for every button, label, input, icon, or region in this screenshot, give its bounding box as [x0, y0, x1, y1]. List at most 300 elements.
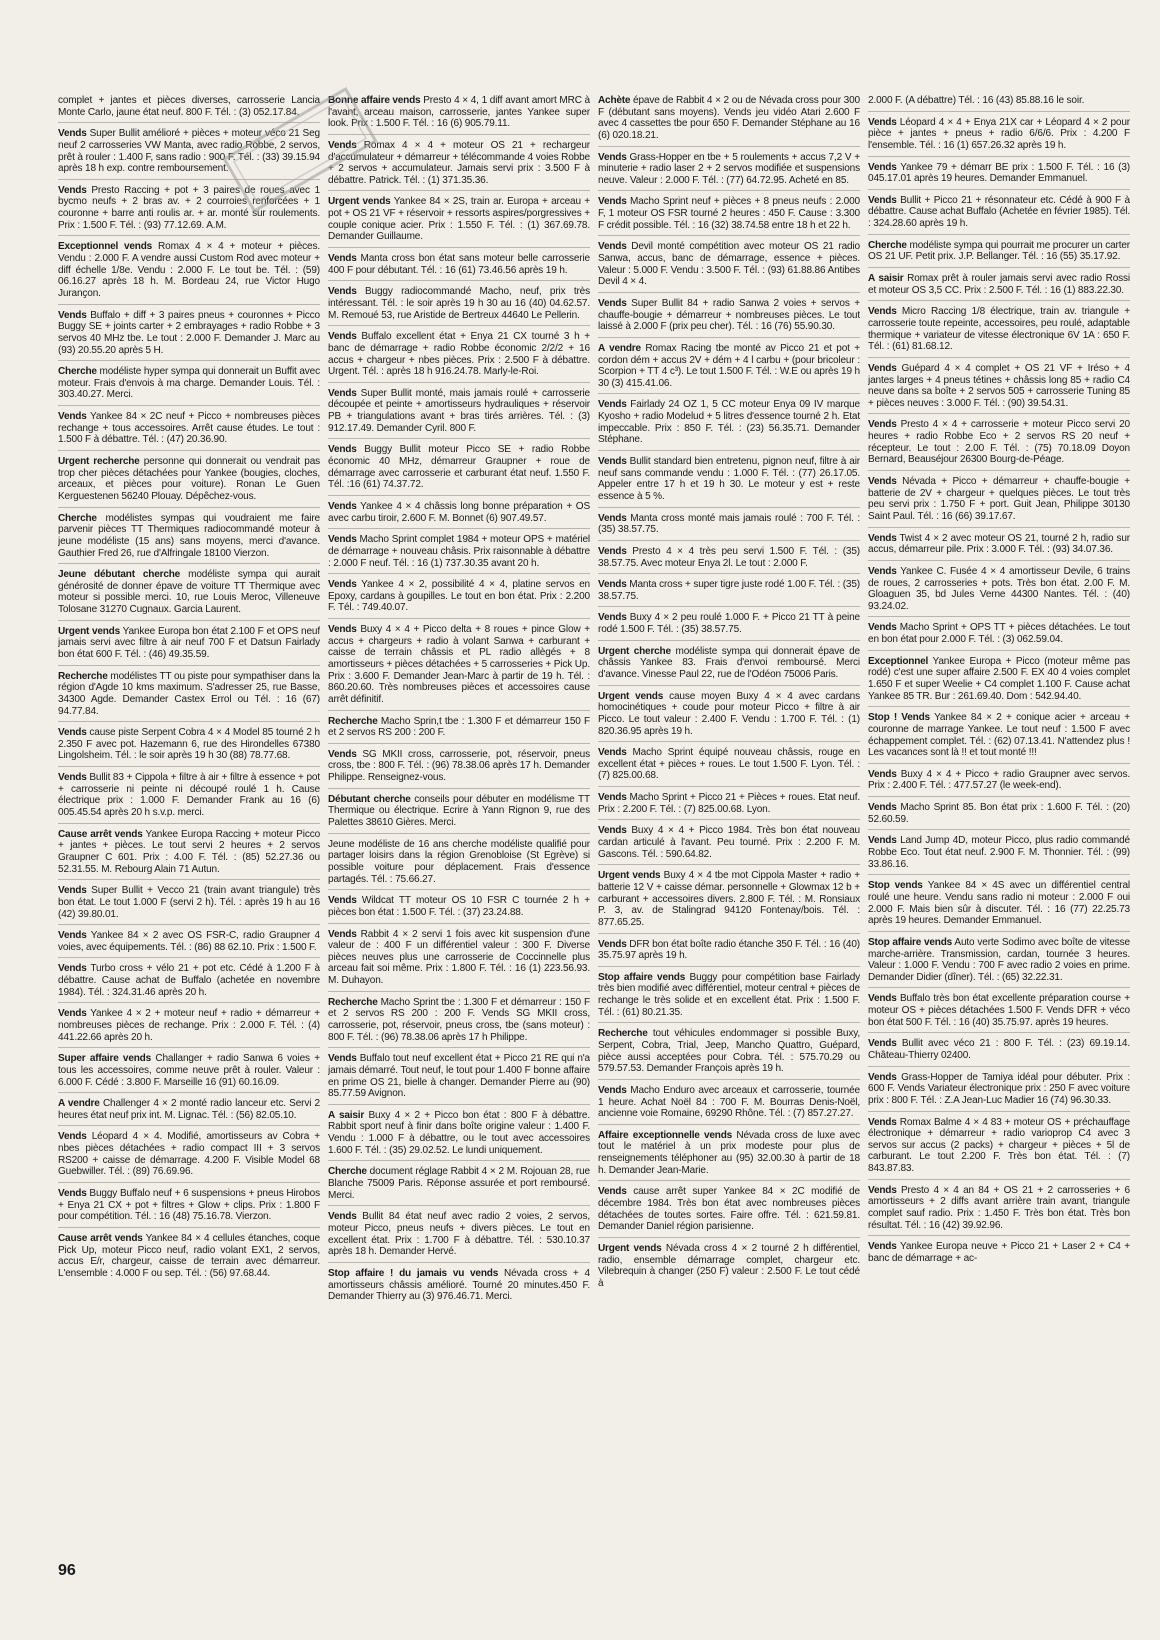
classified-ad [58, 1098, 320, 1126]
ad-text: Auto verte Sodimo avec boîte de vitesse marche-arrière. Transmission, cardan, tournée 3 heures. Valeur : 1.000 F. Vendu : 700 F avec radio 2 voies en prime. Demander Didier (dîner). Tél. : (65) 32.22.31. [868, 936, 1130, 983]
classified-ad [868, 476, 1130, 528]
ad-lead: Cherche [58, 512, 97, 524]
classified-ad [328, 1268, 590, 1307]
ad-lead: Urgent recherche [58, 456, 140, 468]
classified-ad [328, 253, 590, 281]
ad-text: Yankee Europa Raccing + moteur Picco + jantes + pièces. Le tout servi 2 heures + 2 servos Graupner C 601. Prix : 4.00 F. Tél. : (85) 52.27.36 ou 52.31.55. M. Rebourg Alain 71 Autun. [58, 828, 320, 875]
ad-text: Yankee 84 × 2S, train ar. Europa + arceau + pot + OS 21 VF + réservoir + ressorts aspires/porgressives + couple conique acier. Prix : 1.550 F. Tél. : (1) 367.69.78. Demander Guillaume. [328, 196, 590, 243]
ad-lead: Jeune débutant cherche [58, 569, 181, 581]
ad-text: document réglage Rabbit 4 × 2 M. Rojouan 28, rue Blanche 75009 Paris. Réponse assurée et port remboursé. Merci. [328, 1166, 590, 1201]
classified-ad [58, 456, 320, 508]
ad-lead: Vends [328, 579, 357, 591]
ad-text: Buggy Buffalo neuf + 6 suspensions + pneus Hirobos + Enya 21 CX + pot + filtres + Glow + clips. Prix : 1.800 F pour compétition. Tél. : 16 (48) 75.16.78. Vierzon. [58, 1188, 320, 1223]
classified-ad [598, 612, 860, 640]
ad-text: Buggy radiocommandé Macho, neuf, prix très intéressant. Tél. : le soir après 19 h 30 au 16 (40) 04.62.57. M. Remoué 53, rue Aristide de Bertreux 44640 Le Pellerin. [328, 286, 590, 321]
classified-ad [58, 1008, 320, 1048]
ad-lead: Cause arrêt vends [58, 828, 143, 840]
ad-text: Buxy 4 × 2 + Picco bon état : 800 F à débattre. Rabbit sport neuf à finir dans boîte origine valeur : 1.400 F. Vendu : 1.000 F à débattre, ou le tout avec accessoires 1.600 F. Tél. : (35) 29.02.52. Le lundi uniquement. [328, 1109, 590, 1156]
classified-ad [868, 937, 1130, 989]
ad-lead: Exceptionnel [868, 655, 929, 667]
ad-lead: Vends [868, 161, 897, 173]
classified-ad [58, 671, 320, 723]
ad-lead: Vends [598, 297, 627, 309]
ad-lead: Vends [868, 802, 897, 814]
classified-ad [58, 1053, 320, 1093]
ad-lead: Vends [868, 993, 897, 1005]
classified-ad [598, 95, 860, 147]
classified-ad [868, 1241, 1130, 1268]
ad-text: Manta cross bon état sans moteur belle carrosserie 400 F pour débutant. Tél. : 16 (61) 73.46.56 après 19 h. [328, 253, 590, 276]
classified-ad [328, 929, 590, 992]
ad-text: modéliste sympa qui pourrait me procurer un carter OS 21 UF. Petit prix. J.P. Bellanger. Tél. : 16 (55) 35.17.92. [868, 239, 1130, 263]
ad-text: Macho Enduro avec arceaux et carrosserie, tournée 1 heure. Achat Noël 84 : 700 F. M. Bourras Denis-Noël, ancienne voie Romaine, 69290 Rhône. Tél. : (7) 857.27.27. [598, 1084, 860, 1120]
classified-ad [328, 95, 590, 135]
ad-text: Macho Sprint équipé nouveau châssis, rouge en excellent état + pièces + roues. Le tout 1.500 F. Lyon. Tél. : (7) 825.00.68. [598, 747, 860, 782]
ad-text: Macho Sprin,t tbe : 1.300 F et démarreur 150 F et 2 servos RS 200 : 200 F. [328, 715, 590, 739]
classified-ad [328, 1110, 590, 1162]
ad-lead: Vends [328, 286, 357, 298]
ad-lead: Vends [328, 331, 357, 343]
classified-ad [58, 963, 320, 1003]
classified-ad [868, 566, 1130, 618]
ad-lead: Cherche [328, 1166, 367, 1178]
ad-text: Micro Raccing 1/8 électrique, train av. triangule + carrosserie toute repeinte, accessoires, peu roulé, adaptable thermique + variateur de vitesse électronique 6V 1A : 650 F. Tél. : (61) 81.68.12. [868, 306, 1130, 353]
classified-ad [598, 196, 860, 236]
classified-ad [58, 366, 320, 406]
classified-ad [598, 1028, 860, 1080]
classified-ad [58, 885, 320, 925]
ad-text: Névada cross de luxe avec tout le matériel à un prix modeste pour plus de renseignements téléphoner au (95) 32.00.30 à partir de 18 h. Demander Jean-Marie. [598, 1129, 860, 1176]
ad-lead: Vends [868, 419, 897, 431]
ad-lead: Urgent vends [58, 625, 121, 637]
ad-text: Léopard 4 × 4. Modifié, amortisseurs av Cobra + nbes pièces détachées + radio compact III + 3 servos RS200 + caisse de démarrage. 4.200 F. Visible Model 68 Guebwiller. Tél. : (89) 76.69.96. [58, 1131, 320, 1178]
ad-text: Romax prêt à rouler jamais servi avec radio Rossi et moteur OS 3,5 CC. Prix : 2.500 F. Tél. : 16 (1) 883.22.30. [868, 273, 1130, 296]
classified-ad [868, 419, 1130, 471]
ad-lead: Vends [328, 624, 357, 636]
ad-text: Bullit + Picco 21 + résonnateur etc. Cédé à 900 F à débattre. Cause achat Buffalo (Achetée en février 1985). Tél. : 324.28.60 après 19 h. [868, 194, 1130, 230]
ad-lead: Recherche [58, 670, 108, 682]
classified-ad [598, 1243, 860, 1294]
classified-ad [58, 411, 320, 451]
ad-column-1 [58, 95, 320, 1565]
ad-text: cause piste Serpent Cobra 4 × 4 Model 85 tourné 2 h 2.350 F avec pot. Hazemann 6, rue des Hirondelles 67380 Lingolsheim. Tél. : le soir après 19 h 30 (88) 78.77.68. [58, 727, 320, 762]
ad-lead: Vends [58, 184, 87, 196]
ad-text: modéliste sympa qui aurait générosité de donner épave de voiture TT Thermique avec moteur si possible merci. 10, rue Louis Meroc, Villeneuve Tolosane 31270 Cugnaux. Garcia Laurent. [58, 569, 320, 616]
classified-ad [868, 95, 1130, 112]
ad-lead: Urgent vends [598, 690, 664, 702]
ad-text: Léopard 4 × 4 + Enya 21X car + Léopard 4 × 2 pour pièce + jantes + pneus + radio 6/6/6. Prix : 4.200 F l'ensemble. Tél. : 16 (1) 657.26.32 après 19 h. [868, 116, 1130, 151]
ad-column-2 [328, 95, 590, 1565]
ad-lead: Achète [598, 95, 631, 106]
ad-text: Super Bullit amélioré + pièces + moteur véco 21 Seg neuf 2 carrosseries VW Manta, avec radio Robbe, 2 servos, prêt à rouler : 1.400 F, sans radio : 900 F. Tél. : (33) 39.15.94 après 18 h exp. contre remboursement. [58, 128, 320, 175]
classified-ad [868, 1072, 1130, 1112]
classified-ad [58, 1188, 320, 1228]
ad-lead: Vends [598, 196, 627, 208]
ad-text: Yankee 4 × 2, possibilité 4 × 4, platine servos en Epoxy, cardans à goupilles. Le tout en bon état. Prix : 2.200 F. Tél. : 749.40.07. [328, 579, 590, 614]
ad-lead: Recherche [328, 996, 378, 1008]
page-number: 96 [58, 1562, 76, 1579]
ad-lead: Stop vends [868, 880, 923, 892]
classified-ad [868, 712, 1130, 764]
ad-text: Buxy 4 × 2 peu roulé 1.000 F. + Picco 21 TT à peine rodé 1.500 F. Tél. : (35) 38.57.75. [598, 612, 860, 636]
ad-lead: Vends [598, 512, 627, 524]
ad-text: Yankee 84 × 2C neuf + Picco + nombreuses pièces rechange + tous accessoires. Arrêt cause études. Le tout : 1.500 F à débattre. Tél. : (47) 20.36.90. [58, 411, 320, 446]
classified-ad [598, 1130, 860, 1182]
ad-lead: Vends [58, 1008, 87, 1020]
ad-lead: Vends [868, 1116, 897, 1128]
ad-text: tout véhicules endommager si possible Buxy, Serpent, Cobra, Trial, Jeep, Mancho Quattro, Guépard, pièce aussi acceptées pour Cobra. Tél. : 575.70.29 ou 579.57.53. Demander François après 19 h. [598, 1028, 860, 1075]
ad-lead: Super affaire vends [58, 1053, 151, 1065]
ad-lead: Vends [868, 194, 897, 206]
ad-lead: Vends [328, 1211, 357, 1223]
classified-ad [598, 399, 860, 451]
classified-ad [598, 972, 860, 1024]
ad-lead: Vends [328, 748, 357, 760]
ad-text: Turbo cross + vélo 21 + pot etc. Cédé à 1.200 F à débattre. Cause achat de Buffalo (achetée en novembre 1984). Tél. : 324.31.46 après 20 h. [58, 963, 320, 998]
classified-ad [328, 794, 590, 834]
classified-ad [868, 363, 1130, 415]
ad-text: personne qui donnerait ou vendrait pas trop cher pièces détachées pour Yankee (bougies, cloches, arceaux, et pièces pour voiture). Ronan Le Guen Kerguestenen 56240 Plouay. Dépêchez-vous. [58, 456, 320, 502]
ad-text: cause arrêt super Yankee 84 × 2C modifié de décembre 1984. Très bon état avec nombreuses pièces détachées de toutes sortes. Faire offre. Tél. : 621.59.81. Demander Daniel région parisienne. [598, 1186, 860, 1233]
ad-lead: Cherche [868, 239, 907, 251]
classified-ad [598, 152, 860, 192]
classified-ad [598, 298, 860, 338]
ad-lead: Vends [598, 399, 627, 411]
ad-text: Challanger + radio Sanwa 6 voies + tous les accessoires, comme neuve prêt à rouler. Valeur : 6.000 F. Cédé : 3.800 F. Marseille 16 (91) 60.16.09. [58, 1053, 320, 1088]
classified-ad [598, 343, 860, 395]
ad-lead: Vends [868, 1038, 897, 1050]
classified-ad [868, 880, 1130, 932]
ad-text: Macho Sprint complet 1984 + moteur OPS + matériel de démarrage + nouveau châsis. Prix raisonnable à débattre : 2.000 F neuf. Tél. : 16 (1) 737.30.35 avant 20 h. [328, 534, 590, 569]
classified-ad [328, 196, 590, 248]
ad-text: Buggy Bullit moteur Picco SE + radio Robbe économic 40 MHz, démarreur Graupner + roue de démarrage avec carrosserie et carburant état neuf. 1.550 F. Tél. :16 (61) 74.37.72. [328, 444, 590, 491]
ad-text: Macho Sprint 85. Bon état prix : 1.600 F. Tél. : (20) 52.60.59. [868, 802, 1130, 825]
ad-text: Névada + Picco + démarreur + chauffe-bougie + batterie de 2V + chargeur + quelques pièces. Le tout très peu servi prix : 1.750 F + port. Guit Jean, Philippe 30130 Saint Paul. Tél. : 16 (66) 39.17.67. [868, 476, 1130, 522]
classified-ad [58, 95, 320, 123]
ad-text: Macho Sprint tbe : 1.300 F et démarreur : 150 F et 2 servos RS 200 : 200 F. Vends SG MKII cross, carrosserie, pot, réservoir, pneus cross, tbe (sans moteur) : 800 F. Tél. : (96) 78.38.06 après 17 h Philippe. [328, 996, 590, 1043]
classified-ad [598, 1085, 860, 1125]
ad-text: Romax 4 × 4 + moteur + pièces. Vendu : 2.000 F. A vendre aussi Custom Rod avec moteur + diff échelle 1/8e. Vendu : 2.000 F. Le tout be. Tél. : (59) 06.16.27 après 18 h. M. Bordeau 24, rue Victor Hugo Juranҫon. [58, 241, 320, 299]
classified-ad [58, 310, 320, 362]
classified-ad [328, 140, 590, 192]
classified-ad [328, 388, 590, 440]
ad-text: 2.000 F. (A débattre) Tél. : 16 (43) 85.88.16 le soir. [868, 95, 1085, 106]
ad-lead: Urgent vends [598, 1242, 662, 1254]
classified-ad [328, 997, 590, 1049]
ad-text: Yankee 84 × 2 + conique acier + arceau + couronne de marrage Yankee. Le tout neuf : 1.500 F avec échappement complet. Tél. : (62) 07.13.41. N'attendez plus ! Les vacances sont là !! et tout monté !!! [868, 712, 1130, 759]
ad-text: Jeune modéliste de 16 ans cherche modéliste qualifié pour partager loisirs dans la région Grenobloise (St Egrève) si possible voiture pour déplacement. Frais d'essence partagés. Tél. : 75.66.27. [328, 838, 590, 885]
ad-lead: Débutant cherche [328, 793, 411, 805]
ad-text: modélistes sympas qui voudraient me faire parvenir pièces TT Thermiques radiocommandé moteur à jeune modéliste (15 ans) sans moyens, merci d'avance. Gauthier Fred 26, rue d'Alfringale 18100 Vierzon. [58, 512, 320, 559]
classified-ad [598, 792, 860, 820]
classified-ad [598, 747, 860, 787]
classified-ad [328, 749, 590, 789]
ad-text: Manta cross + super tigre juste rodé 1.00 F. Tél. : (35) 38.57.75. [598, 579, 860, 602]
classified-ad [598, 825, 860, 865]
ad-text: Rabbit 4 × 2 servi 1 fois avec kit suspension d'une valeur de : 400 F un différentiel valeur : 300 F. Diverse pièces neuves plus une carrosserie de Coccinnelle plus arceau fait soi même. Prix : 1.800 F. Tél. : 16 (1) 223.56.93. M. Duhayon. [328, 928, 590, 987]
ad-lead: Vends [58, 772, 87, 784]
ad-text: modélistes TT ou piste pour sympathiser dans la région d'Agde 10 kms maximum. S'adresser 25, rue Basse, 34300 Agde. Demander Castex Errol ou Tél. : 16 (67) 94.77.84. [58, 670, 320, 717]
ad-text: DFR bon état boîte radio étanche 350 F. Tél. : 16 (40) 35.75.97 après 19 h. [598, 938, 860, 962]
classified-ad [868, 273, 1130, 301]
ad-lead: Vends [58, 411, 87, 423]
ad-lead: Stop affaire ! du jamais vu vends [328, 1267, 499, 1279]
classified-ad [598, 1186, 860, 1238]
ad-text: Manta cross monté mais jamais roulé : 700 F. Tél. : (35) 38.57.75. [598, 512, 860, 536]
ad-text: SG MKII cross, carrosserie, pot, réservoir, pneus cross, tbe : 800 F. Tél. : (96) 78.38.06 après 17 h. Demander Philippe. Renseignez-vous. [328, 748, 590, 784]
classified-ad [868, 769, 1130, 797]
classified-ad [58, 772, 320, 824]
ad-lead: Recherche [328, 715, 378, 727]
ad-text: modéliste sympa qui donnerait épave de châssis Yankee 83. Frais d'envoi remboursé. Merci d'avance. Vinesse Paul 22, rue de l'Odéon 75006 Paris. [598, 645, 860, 680]
ad-lead: Vends [868, 835, 897, 847]
ad-text: Challenger 4 × 2 monté radio lanceur etc. Servi 2 heures état neuf prix int. M. Lignac. Tél. : (56) 82.05.10. [58, 1098, 320, 1121]
classified-ad [868, 835, 1130, 875]
ad-lead: Vends [868, 768, 897, 780]
classified-ads-columns [58, 95, 1130, 1565]
ad-lead: Vends [868, 1184, 897, 1196]
ad-lead: Vends [868, 306, 897, 318]
classified-ad [868, 993, 1130, 1033]
ad-text: Fairlady 24 OZ 1, 5 CC moteur Enya 09 IV marque Kyosho + radio Modelud + 5 litres d'essence tourné 2 h. Etat impeccable. Prix : 850 F. Tél. : (23) 56.35.71. Demander Stéphane. [598, 399, 860, 446]
ad-lead: Affaire exceptionnelle vends [598, 1129, 733, 1141]
ad-text: Super Bullit 84 + radio Sanwa 2 voies + servos + chauffe-bougie + démarreur + nombreuses pièces. Le tout laissé à 2.000 F (prix peu cher). Tél. : 16 (76) 55.90.30. [598, 297, 860, 333]
classified-ad [868, 656, 1130, 708]
ad-lead: Vends [58, 727, 87, 739]
classified-ad [598, 456, 860, 508]
classified-ad [328, 1211, 590, 1263]
classified-ad [598, 546, 860, 574]
ad-text: Super Bullit monté, mais jamais roulé + carrosserie découpée et peinte + amortisseurs hydrauliques + réservoir PB + triangulations avant + bras tirés arrières. Tél. : (3) 912.17.49. Demander Cyril. 800 F. [328, 387, 590, 434]
ad-lead: A vendre [598, 342, 641, 354]
ad-lead: Vends [598, 825, 627, 837]
ad-column-4 [868, 95, 1130, 1565]
ad-text: Buggy pour compétition base Fairlady très bien modifié avec différentiel, moteur central + pièces de rechange le très solide et en excellent état. Prix : 1.500 F. Tél. : (61) 80.21.35. [598, 971, 860, 1018]
classified-ad [598, 579, 860, 607]
classified-ad [328, 895, 590, 923]
ad-text: Névada cross 4 × 2 tourné 2 h différentiel, radio, ensemble démarrage complet, chargeur etc. Vilebrequin à changer (250 F) valeur : 2.500 F. Le tout cédé à [598, 1242, 860, 1289]
ad-text: modéliste hyper sympa qui donnerait un Buffit avec moteur. Frais d'envois à ma charge. Demander Louis. Tél. : 303.40.27. Merci. [58, 366, 320, 401]
ad-text: Romax Balme 4 × 4 83 + moteur OS + préchauffage électronique + démarreur + radio varioprop C4 avec 3 servos sur accus (2 packs) + chargeur + pièces + 5l de carburant. Le tout 2.200 F. Très bon état. Tél. : (7) 843.87.83. [868, 1116, 1130, 1175]
classified-ad [58, 626, 320, 666]
ad-lead: Vends [328, 534, 357, 546]
ad-lead: Vends [868, 362, 897, 374]
ad-lead: Vends [598, 938, 627, 950]
ad-lead: Vends [868, 116, 897, 128]
ad-lead: Vends [328, 387, 357, 399]
ad-text: Bullit standard bien entretenu, pignon neuf, filtre à air neuf sans commande vendu : 1.000 F. Tél. : (77) 26.17.05. Appeler entre 17 h et 19 h 30. Le moteur y est + reste essence à 5 %. [598, 456, 860, 502]
ad-text: Yankee 4 × 2 + moteur neuf + radio + démarreur + nombreuses pièces de rechange. Prix : 2.000 F. Tél. : (4) 441.22.66 après 20 h. [58, 1008, 320, 1043]
ad-text: cause moyen Buxy 4 × 4 avec cardans homocinétiques + coude pour moteur Picco + filtre à air Picco. Le tout valeur : 2.400 F. Vendu : 1.700 F. Tél. : (1) 820.36.95 après 19 h. [598, 690, 860, 737]
ad-lead: Vends [868, 565, 897, 577]
classified-ad [868, 162, 1130, 190]
classified-ad [598, 691, 860, 743]
classified-ad [868, 1038, 1130, 1066]
ad-text: Yankee C. Fusée 4 × 4 amortisseur Devile, 6 trains de roues, 2 carrosseries + pots. Très bon état. 2.00 F. M. Gloaguen 35, bd Jules Verne 44300 Nantes. Tél. : (40) 93.24.02. [868, 565, 1130, 612]
ad-text: Wildcat TT moteur OS 10 FSR C tournée 2 h + pièces bon état : 1.500 F. Tél. : (37) 23.24.88. [328, 895, 590, 918]
ad-lead: Vends [868, 1241, 897, 1253]
ad-text: Yankee Europa neuve + Picco 21 + Laser 2 + C4 + banc de démarrage + ac- [868, 1241, 1130, 1264]
ad-lead: Vends [58, 309, 87, 321]
ad-lead: Urgent vends [598, 870, 661, 882]
ad-lead: Urgent vends [328, 196, 391, 208]
ad-lead: Vends [328, 895, 357, 907]
classified-ad [868, 306, 1130, 358]
classified-ad [328, 716, 590, 744]
ad-lead: Vends [598, 1084, 627, 1096]
ad-lead: Vends [58, 128, 87, 140]
classified-ad [598, 870, 860, 933]
ad-lead: Vends [328, 253, 357, 265]
ad-lead: Bonne affaire vends [328, 95, 421, 106]
ad-text: Presto 4 × 4 très peu servi 1.500 F. Tél. : (35) 38.57.75. Avec moteur Enya 2l. Le tout : 2.000 F. [598, 545, 860, 569]
classified-ad [868, 1185, 1130, 1237]
ad-text: Yankee 79 + démarr BE prix : 1.500 F. Tél. : 16 (3) 045.17.01 après 19 heures. Demander Emmanuel. [868, 161, 1130, 185]
classified-ad [58, 241, 320, 304]
ad-text: Grass-Hopper de Tamiya idéal pour débuter. Prix : 600 F. Vends Variateur électronique prix : 250 F avec voiture prix : 800 F. Tél. : Z.A Jean-Luc Madier 16 (74) 96.30.33. [868, 1071, 1130, 1106]
ad-lead: Vends [328, 444, 357, 456]
ad-text: Yankee Europa bon état 2.100 F et OPS neuf jamais servi avec filtre à air neuf 700 F et Datsun Fairlady bon état 600 F. Tél. : (46) 49.35.59. [58, 625, 320, 660]
ad-lead: Vends [598, 456, 627, 468]
classified-ad [868, 195, 1130, 235]
ad-text: Bullit 84 état neuf avec radio 2 voies, 2 servos, moteur Picco, pneus neufs + divers pièces. Le tout en excellent état. Prix : 1.700 F à débattre. Tél. : 530.10.37 après 18 h. Demander Hervé. [328, 1211, 590, 1258]
ad-lead: Exceptionnel vends [58, 241, 153, 253]
classified-ad [598, 513, 860, 541]
ad-lead: Vends [58, 930, 87, 942]
classified-ad [598, 646, 860, 686]
ad-lead: Vends [598, 241, 627, 253]
ad-text: Twist 4 × 2 avec moteur OS 21, tourné 2 h, radio sur accus, démarreur pile. Prix : 3.000 F. Tél. : (93) 34.07.36. [868, 532, 1130, 556]
ad-lead: Urgent cherche [598, 645, 671, 657]
ad-lead: Vends [868, 476, 897, 488]
ad-lead: A saisir [328, 1109, 365, 1121]
classified-ad [328, 624, 590, 710]
ad-lead: Vends [598, 747, 627, 759]
classified-ad [868, 802, 1130, 830]
classified-ad [58, 185, 320, 237]
ad-lead: Vends [58, 1131, 87, 1143]
ad-lead: Vends [58, 1188, 87, 1200]
ad-text: Buxy 4 × 4 + Picco + radio Graupner avec servos. Prix : 2.400 F. Tél. : 477.57.27 (le week-end). [868, 768, 1130, 792]
ad-lead: Vends [598, 612, 627, 624]
ad-text: Bullit 83 + Cippola + filtre à air + filtre à essence + pot + carrosserie ni peinte ni découpé roulé 1 h. Cause électrique prix : 1.000 F. Demander Frank au 16 (6) 005.45.54 après 20 h s.v.p. merci. [58, 772, 320, 819]
ad-text: Buffalo très bon état excellente préparation course + moteur OS + pièces détachées 1.500 F. Vends DFR + véco bon état 500 F. Tél. : 16 (40) 35.75.97. après 19 heures. [868, 993, 1130, 1028]
ad-text: épave de Rabbit 4 × 2 ou de Névada cross pour 300 F (débutant sans moyens). Vends jeu vidéo Atari 2.600 F avec 4 cassettes tbe pour 650 F. Demander Stéphane au 16 (6) 020.18.21. [598, 95, 860, 141]
ad-text: complet + jantes et pièces diverses, carrosserie Lancia Monte Carlo, jaune état neuf. 800 F. Tél. : (3) 052.17.84. [58, 95, 320, 118]
classified-ad [868, 622, 1130, 650]
ad-text: Macho Sprint + Picco 21 + Pièces + roues. Etat neuf. Prix : 2.200 F. Tél. : (7) 825.00.68. Lyon. [598, 792, 860, 815]
ad-text: Buffalo excellent état + Enya 21 CX tourné 3 h + banc de démarrage + radio Robbe économic 2/2/2 + 16 accus + chargeur + nbes pièces. Prix : 2.500 F à débattre. Urgent. Tél. : après 18 h 916.24.78. Marly-le-Roi. [328, 331, 590, 378]
classified-ad [868, 1117, 1130, 1180]
ad-text: Névada cross + 4 amortisseurs châssis amélioré. Tourné 20 minutes.450 F. Demander Thierry au (3) 976.46.71. Merci. [328, 1267, 590, 1303]
classified-ad [328, 839, 590, 891]
ad-lead: Vends [868, 1071, 897, 1083]
classified-ad [328, 331, 590, 383]
ad-lead: Vends [328, 928, 357, 940]
ad-lead: Vends [868, 532, 897, 544]
ad-text: Bullit avec véco 21 : 800 F. Tél. : (23) 69.19.14. Château-Thierry 02400. [868, 1038, 1130, 1061]
classified-ad [58, 1233, 320, 1284]
classified-ad [328, 1053, 590, 1105]
ad-lead: Cause arrêt vends [58, 1232, 143, 1244]
classified-ad [58, 829, 320, 881]
ad-text: Yankee Europa + Picco (moteur même pas rodé) c'est une super affaire 2.500 F. EX 40 4 voies complet 1.650 F et super Weelie + C4 complet 1.100 F. Cause achat Yankee 85 TR. Bur : 261.69.40. Dom : 542.94.40. [868, 655, 1130, 702]
classified-ad [598, 241, 860, 293]
ad-lead: Vends [598, 792, 627, 804]
ad-text: Grass-Hopper en tbe + 5 roulements + accus 7,2 V + minuterie + radio laser 2 + 2 servos modifiée et suspensions neuve. Valeur : 2.000 F. Tél. : (77) 64.72.95. Acheté en 85. [598, 151, 860, 186]
ad-lead: Stop affaire vends [868, 936, 953, 948]
ad-text: Romax 4 × 4 + moteur OS 21 + rechargeur d'accumulateur + démarreur + télécommande 4 voies Robbe + 2 servos + accumulateur. Jamais servi prix : 3.500 F à débattre. Patrick. Tél. : (1) 371.35.36. [328, 139, 590, 186]
ad-lead: Stop ! Vends [868, 712, 930, 724]
ad-text: Yankee 84 × 4S avec un différentiel central roulé une heure. Vendu sans radio ni moteur : 2.000 F oui 2.000 F. Mais bien sûr à discuter. Tél. : 16 (77) 22.25.73 après 19 heures. Demander Emmanuel. [868, 880, 1130, 927]
ad-lead: Vends [868, 622, 897, 634]
ad-text: Land Jump 4D, moteur Picco, plus radio commandé Robbe Eco. Tout état neuf. 2.900 F. M. Thonnier. Tél. : (99) 33.86.16. [868, 835, 1130, 870]
ad-text: Macho Sprint + OPS TT + pièces détachées. Le tout en bon état pour 2.000 F. Tél. : (3) 062.59.04. [868, 622, 1130, 646]
ad-text: Presto Raccing + pot + 3 paires de roues avec 1 bycmo neufs + 2 bras av. + 2 courroies renforcées + 1 couronne + barre anti roulis ar. + ar. monté sur roulements. Prix : 1.500 F. Tél. : (93) 77.12.69. A.M. [58, 184, 320, 231]
classified-ad [868, 117, 1130, 157]
ad-text: Romax Racing tbe monté av Picco 21 et pot + cordon dém + accus 2V + dém + 4 l carbu + (pour bricoleur : Scorpion + TT 4 c³). Le tout 1.500 F. Tél. : W.E ou après 19 h 30 (3) 415.41.06. [598, 342, 860, 389]
classified-ad [328, 1166, 590, 1206]
ad-text: Guépard 4 × 4 complet + OS 21 VF + Iréso + 4 jantes larges + 4 pneus tétines + châssis long 85 + radio C4 neuve dans sa boîte + 2 servos 505 + carrosserie Tuning 85 + pièces neuves : 3.000 F. Tél. : (90) 39.54.31. [868, 362, 1130, 409]
classified-ad [58, 128, 320, 180]
ad-text: Super Bullit + Vecco 21 (train avant triangule) très bon état. Le tout 1.000 F (servi 2 h). Tél. : après 19 h au 16 (42) 39.80.01. [58, 885, 320, 920]
ad-lead: Vends [58, 885, 87, 897]
classified-ad [598, 939, 860, 967]
ad-text: Devil monté compétition avec moteur OS 21 radio Sanwa, accus, banc de démarrage, essence + pièces. Valeur : 5.000 F. Vendu : 3.500 F. Tél. : (93) 61.88.86 Antibes Devil 4 × 4. [598, 241, 860, 288]
ad-lead: Vends [598, 1186, 627, 1198]
classified-ad [58, 727, 320, 767]
ad-text: Yankee 4 × 4 châssis long bonne préparation + OS avec carbu tiroir, 2.600 F. M. Bonnet (6) 907.49.57. [328, 500, 590, 524]
ad-text: Buxy 4 × 4 + Picco 1984. Très bon état nouveau cardan articulé à l'avant. Peu tourné. Prix : 2.200 F. M. Gascons. Tél. : 590.64.82. [598, 825, 860, 860]
ad-column-3 [598, 95, 860, 1565]
classified-ad [58, 930, 320, 958]
classified-ad [328, 579, 590, 619]
ad-lead: Vends [328, 139, 357, 151]
ad-text: Presto 4 × 4 an 84 + OS 21 + 2 carrosseries + 6 amortisseurs + 2 diffs avant arrière train avant, triangule complet sauf radio. Prix : 1.450 F. Très bon état. Très bon résultat. Tél. : 16 (42) 39.92.96. [868, 1184, 1130, 1231]
ad-lead: Stop affaire vends [598, 971, 686, 983]
classified-ad [58, 569, 320, 621]
classified-ad [58, 1131, 320, 1183]
ad-text: Buffalo tout neuf excellent état + Picco 21 RE qui n'a jamais démarré. Tout neuf, le tout pour 1.400 F bonne affaire en prime OS 21, bielle à changer. Demander Pierre au (90) 85.77.59 Avignon. [328, 1053, 590, 1100]
ad-lead: Vends [328, 500, 357, 512]
ad-text: Yankee 84 × 2 avec OS FSR-C, radio Graupner 4 voies, avec équipements. Tél. : (86) 88 62.10. Prix : 1.500 F. [58, 930, 320, 953]
ad-text: conseils pour débuter en modélisme TT Thermique ou électrique. Ecrire à Yann Rignon 9, rue des Palettes 38610 Gières. Merci. [328, 793, 590, 829]
ad-text: Buffalo + diff + 3 paires pneus + couronnes + Picco Buggy SE + joints carter + 2 embrayages + radio Robbe + 3 servos 40 MHz tbe. Le tout : 2.000 F. Demander J. Marc au (93) 20.55.20 après 5 H. [58, 309, 320, 356]
ad-text: Presto 4 × 4, 1 diff avant amort MRC à l'avant, arceau maison, carrosserie, jantes Yankee super look. Prix : 1.500 F. Tél. : 16 (6) 905.79.11. [328, 95, 590, 130]
classified-ad [328, 286, 590, 326]
ad-lead: Vends [58, 963, 87, 975]
ad-lead: Recherche [598, 1028, 648, 1040]
ad-text: Buxy 4 × 4 + Picco delta + 8 roues + pince Glow + accus + chargeurs + radio à volant Sanwa + carburant + caisse de terrain châssis et PL radio allègés + 8 amortisseurs + pièces détachées + 5 carrosseries + Pick Up. Prix : 3.600 F. Demander Jean-Marc à partir de 19 h. Tél. : 860.20.60. Très nombreuses pièces et accessoires cause arrêt définitif. [328, 624, 590, 705]
ad-text: Macho Sprint neuf + pièces + 8 pneus neufs : 2.000 F, 1 moteur OS FSR tourné 2 heures : 450 F. Cause : 3.300 F crédit possible. Tél. : 16 (32) 38.74.58 entre 18 h et 22 h. [598, 196, 860, 231]
classified-ad [868, 533, 1130, 561]
ad-lead: Vends [598, 151, 627, 163]
ad-lead: Vends [598, 545, 627, 557]
classified-ad [328, 501, 590, 529]
ad-lead: A vendre [58, 1098, 100, 1110]
ad-lead: Vends [328, 1053, 357, 1065]
classified-ad [328, 444, 590, 496]
classified-ad [868, 240, 1130, 268]
classified-ad [328, 534, 590, 574]
classified-ad [58, 513, 320, 565]
ad-lead: Vends [598, 579, 627, 591]
ad-text: Yankee 84 × 4 cellules étanches, coque Pick Up, moteur Picco neuf, radio volant EX1, 2 servos, accus E/r, chargeur, caisse de terrain avec démarreur. L'ensemble : 4.000 F ou sep. Tél. : (56) 97.68.44. [58, 1232, 320, 1279]
ad-lead: Cherche [58, 366, 97, 378]
ad-lead: A saisir [868, 273, 904, 285]
ad-text: Presto 4 × 4 + carrosserie + moteur Picco servi 20 heures + radio Robbe Eco + 2 servos RS 20 neuf + récepteur. Le tout : 2.00 F. Tél. : (75) 70.18.09 Doyon Bernard, Beauséjour 26300 Bourg-de-Péage. [868, 419, 1130, 466]
ad-text: Buxy 4 × 4 tbe mot Cippola Master + radio + batterie 12 V + caisse démar. personnelle + Glowmax 12 b + carburant + accessoires divers. 2.800 F. Tél. : M. Ronsiaux P. 3, av. de Stalingrad 94120 Fontenay/bois. Tél. : 877.65.25. [598, 870, 860, 928]
